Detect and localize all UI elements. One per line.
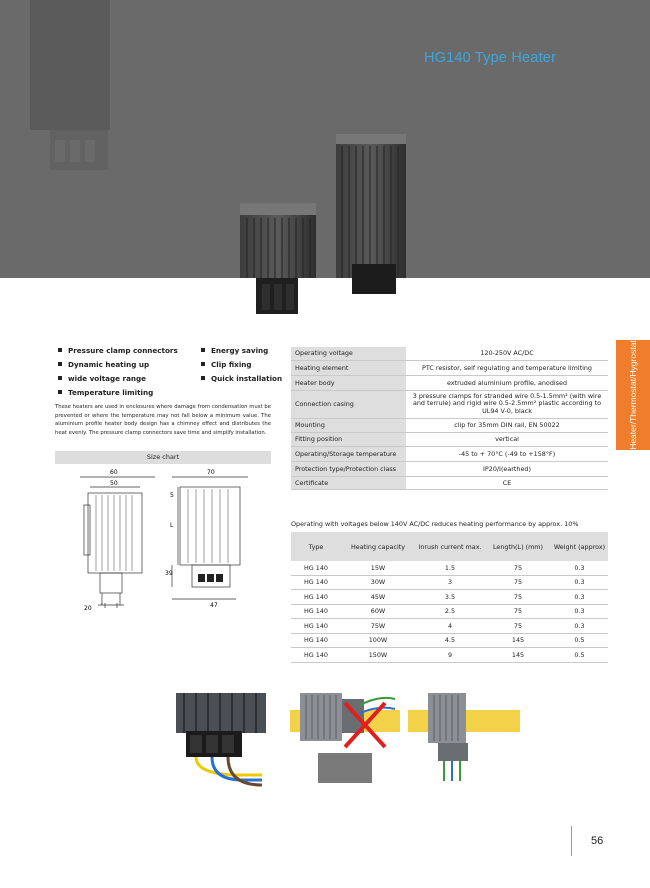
feature-item: Clip fixing	[201, 360, 252, 369]
spec-row	[291, 476, 608, 489]
dim-label: 20	[84, 605, 92, 612]
spec-value: 120-250V AC/DC	[406, 347, 608, 360]
size-chart-header: Size chart	[55, 451, 271, 464]
table-cell: HG 140	[291, 633, 341, 648]
spec-key: Heater body	[291, 375, 406, 390]
table-cell: 1.5	[415, 561, 485, 575]
spec-value: IP20/I(earthed)	[406, 461, 608, 476]
table-cell: 100W	[341, 633, 415, 648]
incorrect-mounting-diagram	[290, 693, 400, 783]
heater-tall-photo	[336, 134, 406, 278]
spec-value: 3 pressure clamps for stranded wire 0.5-1.5mm² (with wire and terrule) and rigid wire 0.5-2.5mm² plastic according to UL94 V-0, black	[406, 390, 608, 418]
table-cell: 0.3	[551, 575, 608, 590]
table-cell: 4.5	[415, 633, 485, 648]
table-cell: 75	[485, 590, 551, 605]
dim-label: 47	[210, 602, 218, 609]
spec-value: PTC resistor, self regulating and temperature limiting	[406, 360, 608, 375]
table-cell: 75	[485, 561, 551, 575]
table-cell: 0.3	[551, 619, 608, 634]
table-row	[291, 561, 608, 575]
spec-key: Certificate	[291, 476, 406, 489]
table-cell: 0.5	[551, 648, 608, 663]
table-cell: 75	[485, 619, 551, 634]
spec-value: -45 to + 70°C (-49 to +158°F)	[406, 446, 608, 461]
models-header-row	[291, 532, 608, 561]
spec-row	[291, 347, 608, 360]
feature-item: Pressure clamp connectors	[58, 346, 178, 355]
feature-item: Energy saving	[201, 346, 268, 355]
feature-item: Dynamic heating up	[58, 360, 149, 369]
table-cell: 2.5	[415, 604, 485, 619]
table-cell: 45W	[341, 590, 415, 605]
table-cell: HG 140	[291, 648, 341, 663]
page-title: HG140 Type Heater	[424, 50, 557, 66]
spec-value: clip for 35mm DIN rail, EN 50022	[406, 418, 608, 432]
spec-value: extruded aluminium profile, anodised	[406, 375, 608, 390]
table-row	[291, 575, 608, 590]
models-table	[291, 532, 608, 663]
installation-illustrations	[0, 685, 650, 795]
spec-row	[291, 461, 608, 476]
size-chart-drawing	[60, 465, 300, 615]
table-cell: 75	[485, 604, 551, 619]
section-side-tab	[616, 340, 650, 450]
spec-key: Fitting position	[291, 432, 406, 446]
table-cell: HG 140	[291, 575, 341, 590]
spec-key: Heating element	[291, 360, 406, 375]
table-cell: 30W	[341, 575, 415, 590]
feature-item: Temperature limiting	[58, 388, 153, 397]
spec-row	[291, 360, 608, 375]
spec-row	[291, 418, 608, 432]
table-cell: 3.5	[415, 590, 485, 605]
table-cell: 145	[485, 633, 551, 648]
feature-item: wide voltage range	[58, 374, 146, 383]
page-number-divider	[571, 826, 572, 856]
spec-key: Operating/Storage temperature	[291, 446, 406, 461]
spec-key: Operating voltage	[291, 347, 406, 360]
dim-label: L	[170, 522, 174, 529]
heater-short-photo	[240, 203, 316, 278]
table-cell: 0.3	[551, 604, 608, 619]
table-cell: 0.3	[551, 590, 608, 605]
table-cell: 3	[415, 575, 485, 590]
table-cell: HG 140	[291, 561, 341, 575]
table-row	[291, 604, 608, 619]
table-cell: 15W	[341, 561, 415, 575]
table-row	[291, 619, 608, 634]
section-side-tab-label: Heater/Thermostat/Hygrostat	[628, 340, 638, 450]
hero-banner	[0, 0, 650, 278]
spec-table	[291, 347, 608, 490]
correct-mounting-diagram	[408, 693, 520, 781]
background-heater-shape	[30, 0, 110, 170]
column-header: Weight (approx)	[551, 532, 608, 561]
terminal-closeup-image	[176, 693, 266, 785]
table-cell: 4	[415, 619, 485, 634]
table-row	[291, 648, 608, 663]
voltage-note: Operating with voltages below 140V AC/DC reduces heating performance by approx. 10%	[291, 520, 579, 528]
column-header: Length(L) (mm)	[485, 532, 551, 561]
column-header: Inrush current max.	[415, 532, 485, 561]
table-cell: 75W	[341, 619, 415, 634]
hero-product-illustration	[0, 0, 650, 278]
table-cell: 0.5	[551, 633, 608, 648]
table-cell: 60W	[341, 604, 415, 619]
dim-label: 60	[110, 469, 118, 476]
spec-value: vertical	[406, 432, 608, 446]
table-cell: HG 140	[291, 590, 341, 605]
dim-label: 5	[170, 492, 174, 499]
table-cell: 75	[485, 575, 551, 590]
spec-row	[291, 446, 608, 461]
column-header: Type	[291, 532, 341, 561]
table-cell: 145	[485, 648, 551, 663]
table-cell: 150W	[341, 648, 415, 663]
table-cell: HG 140	[291, 619, 341, 634]
table-cell: 9	[415, 648, 485, 663]
product-description: These heaters are used in enclosures where damage from condensation must be prevented or where the temperature may not fall below a minimum value. The aluminium profile heater body design has a chimney effect and distributes the heat evenly. The pressure clamp connectors save time and simplify installation.	[55, 404, 271, 436]
table-row	[291, 633, 608, 648]
column-header: Heating capacity	[341, 532, 415, 561]
spec-key: Protection type/Protection class	[291, 461, 406, 476]
page-number: 56	[591, 835, 604, 847]
spec-row	[291, 390, 608, 418]
table-cell: HG 140	[291, 604, 341, 619]
table-row	[291, 590, 608, 605]
dim-label: 70	[207, 469, 215, 476]
dim-label: 39	[165, 570, 173, 577]
spec-row	[291, 375, 608, 390]
heater-terminal-blocks	[0, 278, 650, 318]
dim-label: 50	[110, 480, 118, 487]
feature-item: Quick installation	[201, 374, 282, 383]
spec-key: Mounting	[291, 418, 406, 432]
table-cell: 0.3	[551, 561, 608, 575]
spec-row	[291, 432, 608, 446]
spec-value: CE	[406, 476, 608, 489]
spec-key: Connection casing	[291, 390, 406, 418]
